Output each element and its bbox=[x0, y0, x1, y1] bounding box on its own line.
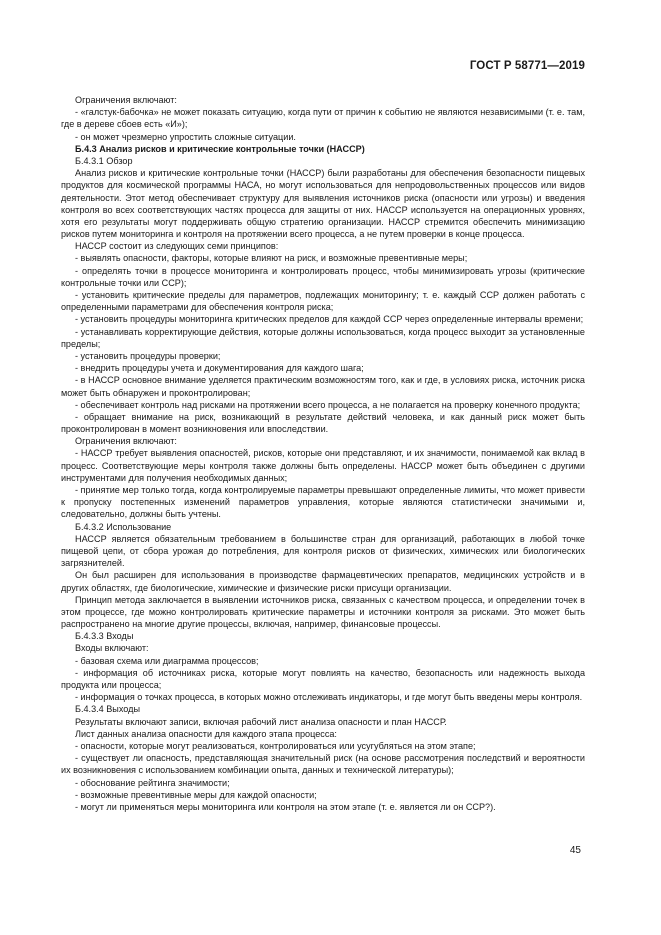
body-paragraph: Ограничения включают: bbox=[75, 436, 177, 447]
body-paragraph: - выявлять опасности, факторы, которые влияют на риск, и возможные превентивные меры; bbox=[75, 253, 468, 264]
document-body bbox=[61, 94, 585, 813]
body-paragraph: - «галстук-бабочка» не может показать ситуацию, когда пути от причин к событию не являются независимыми (т. е. там, где в дереве сбоев есть «И»); bbox=[61, 107, 585, 130]
body-paragraph: Б.4.3.1 Обзор bbox=[75, 155, 133, 166]
document-standard-id: ГОСТ Р 58771—2019 bbox=[469, 60, 585, 72]
body-paragraph: Лист данных анализа опасности для каждого этапа процесса: bbox=[75, 728, 337, 739]
body-paragraph: - установить процедуры мониторинга критических пределов для каждой ССР через определенные интервалы времени; bbox=[75, 314, 584, 325]
body-paragraph: Он был расширен для использования в производстве фармацевтических препаратов, медицинских устройств и в других областях, где биологические, химические и физические риски присущи организации. bbox=[61, 570, 585, 593]
body-paragraph: НАССР является обязательным требованием в большинстве стран для организаций, работающих в любой точке пищевой цепи, от сбора урожая до потребления, для контроля рисков от физических, химических или биологических загрязнителей. bbox=[61, 533, 585, 569]
body-paragraph: Б.4.3.4 Выходы bbox=[75, 704, 140, 715]
page-number: 45 bbox=[569, 845, 581, 856]
body-paragraph: - базовая схема или диаграмма процессов; bbox=[75, 655, 259, 666]
body-paragraph: - опасности, которые могут реализоваться, контролироваться или усугубляться на этом этапе; bbox=[75, 740, 476, 751]
body-paragraph: Принцип метода заключается в выявлении источников риска, связанных с качеством процесса, и определении точек в этом процессе, где можно контролировать критические параметры и источники контроля за рисками. Это может быть распространено на многие другие процессы, включая, например, финансовые процессы. bbox=[61, 594, 585, 630]
body-paragraph: - обеспечивает контроль над рисками на протяжении всего процесса, а не полагается на проверку конечного продукта; bbox=[75, 399, 581, 410]
body-paragraph: - устанавливать корректирующие действия, которые должны использоваться, когда процесс выходит за установленные пределы; bbox=[61, 326, 585, 349]
body-paragraph: - обоснование рейтинга значимости; bbox=[75, 777, 230, 788]
section-heading: Б.4.3 Анализ рисков и критические контрольные точки (НАССР) bbox=[75, 143, 365, 154]
body-paragraph: - внедрить процедуры учета и документирования для каждого шага; bbox=[75, 363, 364, 374]
body-paragraph: - информация об источниках риска, которые могут повлиять на качество, безопасность или надежность выхода продукта или процесса; bbox=[61, 667, 585, 690]
body-paragraph: Результаты включают записи, включая рабочий лист анализа опасности и план НАССР. bbox=[75, 716, 447, 727]
body-paragraph: - установить критические пределы для параметров, подлежащих мониторингу; т. е. каждый ССР должен работать с определенными параметрами для обеспечения контроля риска; bbox=[61, 290, 585, 313]
body-paragraph: Входы включают: bbox=[75, 643, 149, 654]
body-paragraph: - возможные превентивные меры для каждой опасности; bbox=[75, 789, 317, 800]
body-paragraph: - могут ли применяться меры мониторинга или контроля на этом этапе (т. е. является ли он ССР?). bbox=[75, 801, 496, 812]
body-paragraph: Ограничения включают: bbox=[75, 95, 177, 105]
body-paragraph: - в НАССР основное внимание уделяется практическим возможностям того, как и где, в условиях риска, источник риска может быть обнаружен и проконтролирован; bbox=[61, 375, 585, 398]
body-paragraph: - НАССР требует выявления опасностей, рисков, которые они представляют, и их значимости, понимаемой как вклад в процесс. Соответствующие меры контроля также должны быть определены. НАССР может быть объединен с другими инструментами для получения необходимых данных; bbox=[61, 448, 585, 483]
body-paragraph: НАССР состоит из следующих семи принципов: bbox=[75, 241, 279, 252]
body-paragraph: - существует ли опасность, представляющая значительный риск (на основе рассмотрения последствий и вероятности их возникновения с использованием комбинации опыта, данных и технической литературы); bbox=[61, 753, 585, 776]
body-paragraph: Б.4.3.3 Входы bbox=[75, 631, 134, 642]
body-paragraph: - определять точки в процессе мониторинга и контролировать процесс, чтобы минимизировать угрозы (критические контрольные точки или ССР); bbox=[61, 265, 585, 288]
body-paragraph: - информация о точках процесса, в которых можно отслеживать индикаторы, и где могут быть введены меры контроля. bbox=[75, 692, 583, 703]
body-paragraph: - обращает внимание на риск, возникающий в результате действий человека, и как данный риск может быть проконтролирован в момент возникновения или впоследствии. bbox=[61, 411, 585, 435]
body-paragraph: - установить процедуры проверки; bbox=[75, 350, 221, 361]
body-paragraph: Б.4.3.2 Использование bbox=[75, 521, 172, 532]
body-paragraph: - принятие мер только тогда, когда контролируемые параметры превышают определенные лимиты, что может привести к пропуску постепенных изменений параметров управления, которые являются статистически значимыми и, следовательно, должны быть учтены. bbox=[61, 485, 585, 520]
body-paragraph: - он может чрезмерно упростить сложные ситуации. bbox=[75, 131, 296, 142]
body-paragraph: Анализ рисков и критические контрольные точки (НАССР) были разработаны для обеспечения безопасности пищевых продуктов для космической программы НАСА, но могут использоваться для непродовольственных процессов или видов деятельности. Этот метод обеспечивает структуру для выявления источников риска (опасности или угрозы) и введения контроля во всех соответствующих частях процесса для защиты от них. НАССР используется на операционных уровнях, хотя его результаты могут поддерживать общую стратегию организации. НАССР стремится обеспечить минимизацию рисков путем мониторинга и контроля на протяжении всего процесса, а не путем проверки в конце процесса. bbox=[61, 168, 585, 240]
